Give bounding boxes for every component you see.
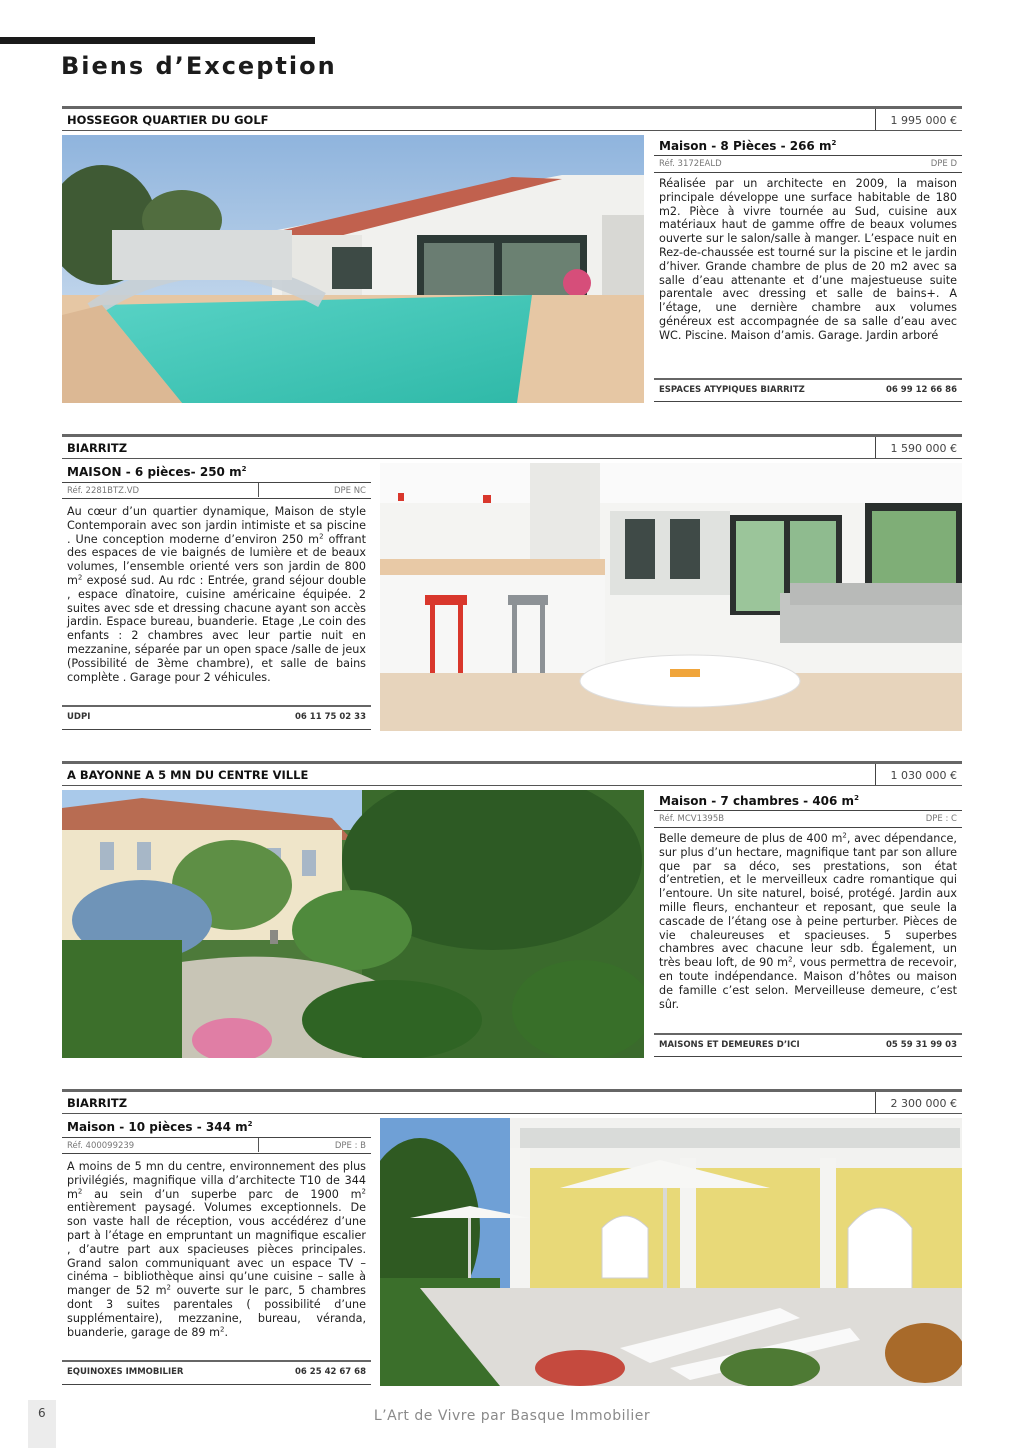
footer-tagline: L’Art de Vivre par Basque Immobilier xyxy=(373,1408,651,1424)
page-title: Biens d’Exception xyxy=(61,52,337,80)
listing-type: Maison - 10 pièces - 344 $m^2$ xyxy=(67,1120,253,1134)
price-box xyxy=(875,109,962,131)
listing-info xyxy=(654,790,962,1058)
info-divider xyxy=(654,810,962,811)
property-photo-pool xyxy=(62,135,644,403)
listing-price: 2 300 000 € xyxy=(890,1097,957,1110)
listing-info xyxy=(62,1116,371,1388)
listing-ref: Réf. 400099239 xyxy=(67,1141,135,1151)
page-number: 6 xyxy=(38,1406,46,1420)
agency-name: EQUINOXES IMMOBILIER xyxy=(67,1367,184,1377)
meta-separator xyxy=(258,1138,259,1152)
listing-info xyxy=(654,135,962,403)
price-box xyxy=(875,764,962,786)
listing-location: HOSSEGOR QUARTIER DU GOLF xyxy=(67,113,269,127)
listing-price: 1 590 000 € xyxy=(890,442,957,455)
listing-description: A moins de 5 mn du centre, environnement des plus privilégiés, magnifique villa d’architecte T10 de 344 $m^2$ au sein d’un superbe parc de 1900 $m^2$ entièrement paysagé. Volumes exceptionnels. De son vaste hall de réception, vous accédérez d’une part à l’étage en empruntant un magnifique escalier , d’autre part aux spacieuses pièces principales. Grand salon communiquant avec un espace TV – cinéma – bibliothèque ainsi qu’une cuisine – salle à manger de 52 $m^2$ ouverte sur le parc, 5 chambres dont 3 suites parentales ( possibilité d’une supplémentaire), mezzanine, bureau, véranda, buanderie, garage de 89 $m^2$. xyxy=(67,1160,367,1339)
listing-dpe: DPE : C xyxy=(925,814,957,824)
agency-name: ESPACES ATYPIQUES BIARRITZ xyxy=(659,385,805,395)
info-divider xyxy=(62,1153,371,1154)
listing-description: Au cœur d’un quartier dynamique, Maison de style Contemporain avec son jardin intimiste et sa piscine . Une conception moderne d’environ 250 $m^2$ offrant des espaces de vie baignés de lumière et de beaux volumes, l’ensemble orienté vers son jardin de 800 $m^2$ exposé sud. Au rdc : Entrée, grand séjour double , espace dînatoire, cuisine américaine équipée. 2 suites avec sde et dressing chacune ayant son accès jardin. Espace bureau, buanderie. Etage ,Le coin des enfants : 2 chambres avec leur partie nuit en mezzanine, séparée par un open space /salle de jeux (Possibilité de 3ème chambre), et salle de bains complète . Garage pour 2 véhicules. xyxy=(67,505,366,684)
info-divider xyxy=(62,482,371,483)
agency-phone: 06 99 12 66 86 xyxy=(886,385,957,395)
listing-rule-under xyxy=(62,1113,962,1114)
listing-type: MAISON - 6 pièces- 250 $m^2$ xyxy=(67,465,247,479)
info-divider xyxy=(654,1056,962,1057)
agency-phone: 05 59 31 99 03 xyxy=(886,1040,957,1050)
info-divider xyxy=(654,172,962,173)
info-divider xyxy=(62,729,371,730)
price-box xyxy=(875,1092,962,1114)
listing-ref: Réf. 3172EALD xyxy=(659,159,722,169)
listing-ref: Réf. MCV1395B xyxy=(659,814,725,824)
listing-location: A BAYONNE A 5 MN DU CENTRE VILLE xyxy=(67,768,309,782)
info-divider xyxy=(654,155,962,156)
listing-rule xyxy=(62,1089,962,1092)
listing-info xyxy=(62,461,371,733)
info-divider xyxy=(62,705,371,707)
meta-separator xyxy=(258,483,259,497)
info-divider xyxy=(654,378,962,380)
info-divider xyxy=(62,1360,371,1362)
listing-location: BIARRITZ xyxy=(67,441,128,455)
listing-biarritz-1 xyxy=(62,434,962,734)
listing-type: Maison - 8 Pièces - 266 $m^2$ xyxy=(659,139,837,153)
info-divider xyxy=(654,1033,962,1035)
info-divider xyxy=(654,401,962,402)
agency-name: MAISONS ET DEMEURES D’ICI xyxy=(659,1040,800,1050)
info-divider xyxy=(62,1384,371,1385)
listing-dpe: DPE : B xyxy=(334,1141,366,1151)
agency-phone: 06 11 75 02 33 xyxy=(295,712,366,722)
listing-rule xyxy=(62,761,962,764)
listing-price: 1 995 000 € xyxy=(890,114,957,127)
listing-rule-under xyxy=(62,785,962,786)
listing-biarritz-2 xyxy=(62,1089,962,1389)
info-divider xyxy=(62,1137,371,1138)
listing-dpe: DPE D xyxy=(930,159,957,169)
listing-price: 1 030 000 € xyxy=(890,769,957,782)
listing-bayonne xyxy=(62,761,962,1061)
listing-hossegor xyxy=(62,106,962,406)
listing-ref: Réf. 2281BTZ.VD xyxy=(67,486,140,496)
listing-description: Réalisée par un architecte en 2009, la maison principale développe une surface habitable de 180 m2. Pièce à vivre tournée au Sud, cuisine aux matériaux haut de gamme offre de beaux volumes ouverte sur le salon/salle à manger. L’espace nuit en Rez-de-chaussée est tourné sur la piscine et le jardin d’hiver. Grande chambre de plus de 20 m2 avec sa salle d’eau attenante et d’une majestueuse suite parentale avec dressing et salle de bains+. A l’étage, une dernière chambre aux volumes généreux est accompagnée de sa salle d’eau avec WC. Piscine. Maison d’amis. Garage. Jardin arboré xyxy=(659,177,957,342)
listing-rule xyxy=(62,106,962,109)
listing-rule-under xyxy=(62,130,962,131)
property-photo-garden xyxy=(62,790,644,1058)
info-divider xyxy=(654,827,962,828)
price-box xyxy=(875,437,962,459)
property-photo-living-room xyxy=(380,463,962,731)
listing-rule-under xyxy=(62,458,962,459)
listing-dpe: DPE NC xyxy=(333,486,366,496)
listing-type: Maison - 7 chambres - 406 $m^2$ xyxy=(659,794,859,808)
property-photo-terrace xyxy=(380,1118,962,1386)
header-bar xyxy=(0,37,315,44)
agency-phone: 06 25 42 67 68 xyxy=(295,1367,366,1377)
listing-location: BIARRITZ xyxy=(67,1096,128,1110)
listing-description: Belle demeure de plus de 400 $m^2$, avec dépendance, sur plus d’un hectare, magnifique tant par son allure que par sa déco, ses prestations, son état d’entretien, et le merveilleux cadre romantique qui l’entoure. Un site naturel, boisé, protégé. Jardin aux mille fleurs, enchanteur et reposant, que seule la cascade de l’étang ose à peine perturber. Pièces de vie chaleureuses et spacieuses. 5 superbes chambres avec chacune leur sdb. Également, un très beau loft, de 90 $m^2$, vous permettra de recevoir, en toute indépendance. Maison d’hôtes ou maison de famille c’est selon. Merveilleuse demeure, c’est sûr. xyxy=(659,831,958,1011)
info-divider xyxy=(62,498,371,499)
agency-name: UDPI xyxy=(67,712,91,722)
listing-rule xyxy=(62,434,962,437)
